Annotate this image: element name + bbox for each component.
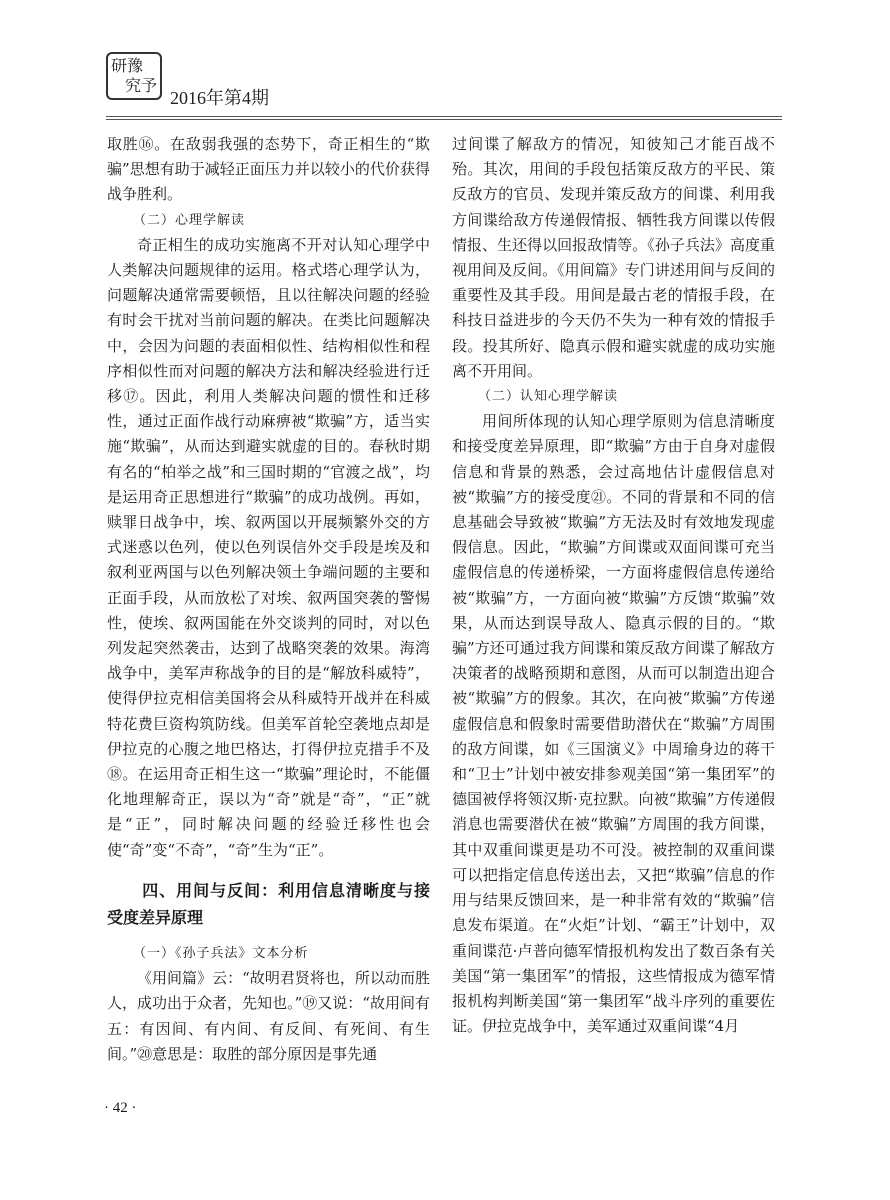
- logo-line-2: 究予: [124, 76, 157, 95]
- paragraph: 取胜⑯。在敌弱我强的态势下，奇正相生的“欺骗”思想有助于减轻正面压力并以较小的代价获得战争胜利。: [107, 135, 430, 204]
- right-column: [452, 132, 775, 1039]
- paragraph: 奇正相生的成功实施离不开对认知心理学中人类解决问题规律的运用。格式塔心理学认为，问题解决通常需要顿悟，且以往解决问题的经验有时会干扰对当前问题的解决。在类比问题解决中，会因为问题的表面相似性、结构相似性和程序相似性而对问题的解决方法和解决经验进行迁移⑰。因此，利用人类解决问题的惯性和迁移性，通过正面作战行动麻痹被“欺骗”方，适当实施“欺骗”，从而达到避实就虚的目的。春秋时期有名的“柏举之战”和三国时期的“官渡之战”，均是运用奇正思想进行“欺骗”的成功战例。再如，赎罪日战争中，埃、叙两国以开展频繁外交的方式迷惑以色列，使以色列误信外交手段是埃及和叙利亚两国与以色列解决领土争端问题的主要和正面手段，从而放松了对埃、叙两国突袭的警惕性，使埃、叙两国能在外交谈判的同时，对以色列发起突然袭击，达到了战略突袭的效果。海湾战争中，美军声称战争的目的是“解放科威特”，使得伊拉克相信美国将会从科威特开战并在科威特花费巨资构筑防线。但美军首轮空袭地点却是伊拉克的心腹之地巴格达，打得伊拉克措手不及⑱。在运用奇正相生这一“欺骗”理论时，不能僵化地理解奇正，误以为“奇”就是“奇”，“正”就是“正”，同时解决问题的经验迁移性也会使“奇”变“不奇”，“奇”生为“正”。: [107, 235, 430, 859]
- logo-line-1: 研豫: [111, 56, 144, 75]
- subheading: （二）认知心理学解读: [478, 389, 619, 405]
- section-heading: 四、用间与反间：利用信息清晰度与接受度差异原理: [107, 880, 430, 927]
- header-rule-bottom: [106, 119, 782, 120]
- page-number: · 42 ·: [104, 1100, 137, 1116]
- journal-logo: [106, 52, 162, 100]
- paragraph: 过间谍了解敌方的情况，知彼知己才能百战不殆。其次，用间的手段包括策反敌方的平民、策反敌方的官员、发现并策反敌方的间谍、利用我方间谍给敌方传递假情报、牺牲我方间谍以传假情报、生还得以回报敌情等。《孙子兵法》高度重视用间及反间。《用间篇》专门讲述用间与反间的重要性及其手段。用间是最古老的情报手段，在科技日益进步的今天仍不失为一种有效的情报手段。投其所好、隐真示假和避实就虚的成功实施离不开用间。: [452, 135, 775, 380]
- left-column: [107, 132, 430, 1067]
- issue-label: 2016年第4期: [170, 88, 269, 108]
- subheading: （一）《孙子兵法》文本分析: [133, 945, 309, 961]
- subheading: （二）心理学解读: [133, 212, 246, 228]
- paragraph: 用间所体现的认知心理学原则为信息清晰度和接受度差异原理，即“欺骗”方由于自身对虚假信息和背景的熟悉，会过高地估计虚假信息对被“欺骗”方的接受度㉑。不同的背景和不同的信息基础会导致被“欺骗”方无法及时有效地发现虚假信息。因此，“欺骗”方间谍或双面间谍可充当虚假信息的传递桥梁，一方面将虚假信息传递给被“欺骗”方，一方面向被“欺骗”方反馈“欺骗”效果，从而达到误导敌人、隐真示假的目的。“欺骗”方还可通过我方间谍和策反敌方间谍了解敌方决策者的战略预期和意图，从而可以制造出迎合被“欺骗”方的假象。其次，在向被“欺骗”方传递虚假信息和假象时需要借助潜伏在“欺骗”方周围的敌方间谍，如《三国演义》中周瑜身边的蒋干和“卫士”计划中被安排参观美国“第一集团军”的德国被俘将领汉斯·克拉默。向被“欺骗”方传递假消息也需要潜伏在被“欺骗”方周围的我方间谍，其中双重间谍更是功不可没。被控制的双重间谍可以把指定信息传送出去，又把“欺骗”信息的作用与结果反馈回来，是一种非常有效的“欺骗”信息发布渠道。在“火炬”计划、“霸王”计划中，双重间谍范·卢普向德军情报机构发出了数百条有关美国“第一集团军”的情报，这些情报成为德军情报机构判断美国“第一集团军”战斗序列的重要佐证。伊拉克战争中，美军通过双重间谍“4月: [452, 412, 775, 1036]
- header-rule-top: [106, 116, 782, 117]
- paragraph: 《用间篇》云：“故明君贤将也，所以动而胜人，成功出于众者，先知也。”⑲又说：“故用间有五：有因间、有内间、有反间、有死间、有生间。”⑳意思是：取胜的部分原因是事先通: [107, 969, 430, 1063]
